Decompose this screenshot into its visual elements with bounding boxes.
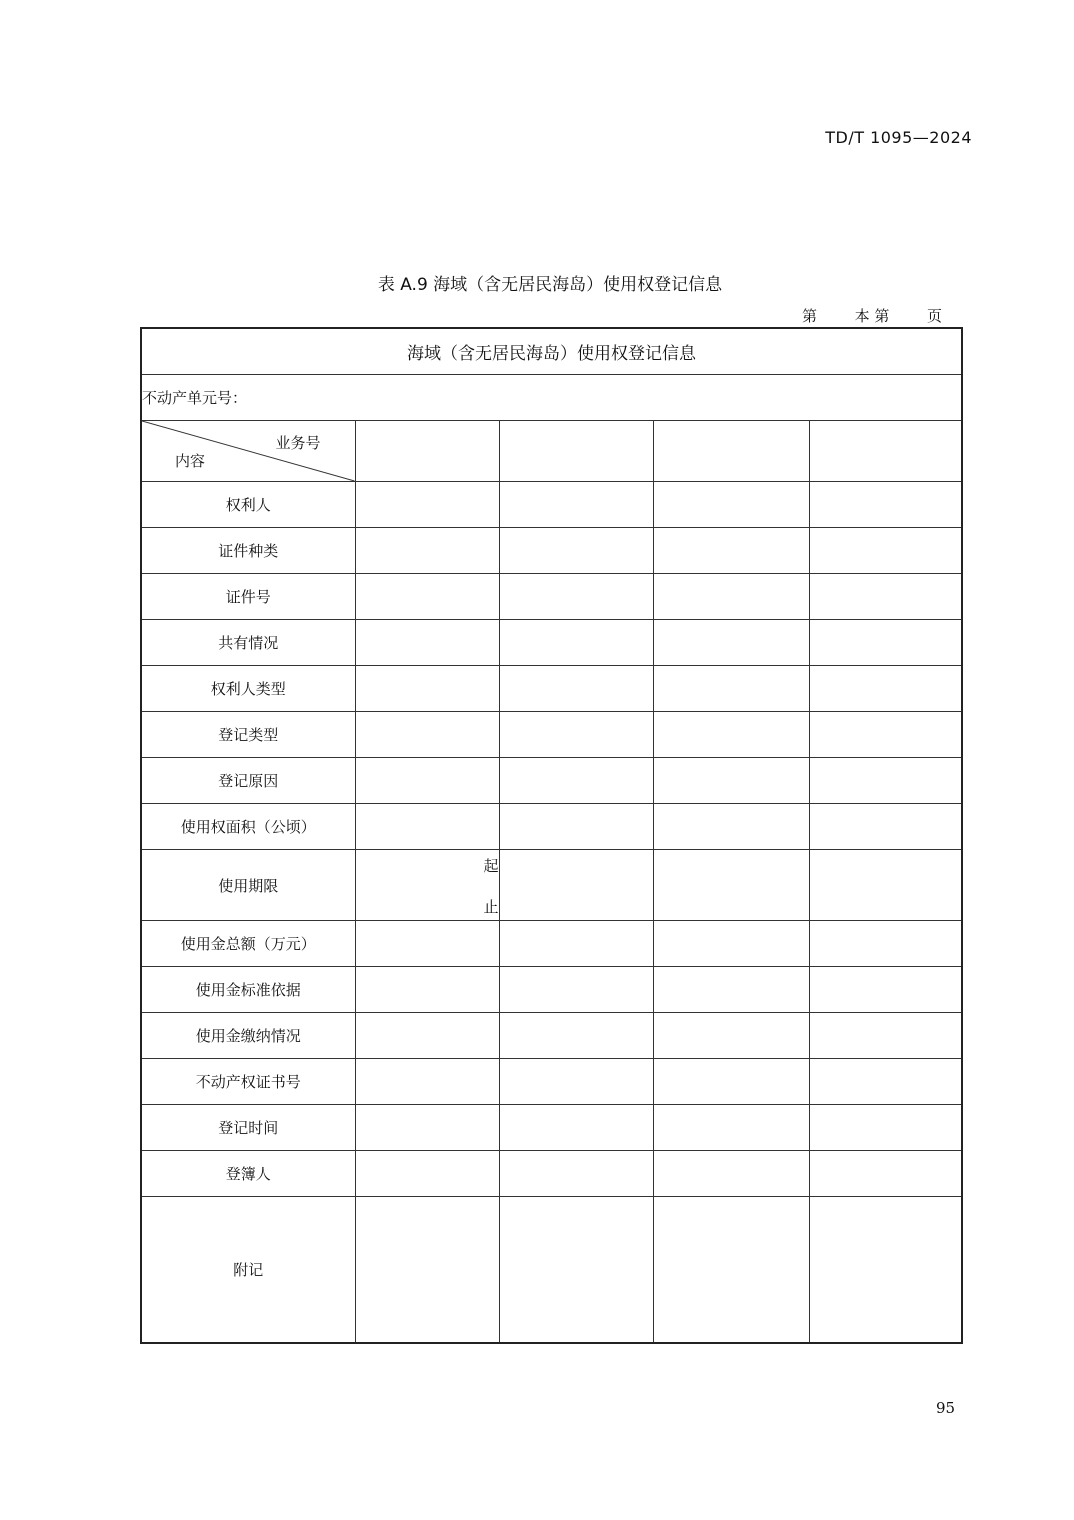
table-cell[interactable] [355, 574, 499, 620]
table-cell[interactable] [355, 1059, 499, 1105]
business-column-4[interactable] [809, 421, 962, 482]
table-cell[interactable] [653, 758, 809, 804]
page-index [802, 305, 942, 326]
page-index-volume: 本 第 [854, 307, 890, 325]
table-cell[interactable] [499, 528, 653, 574]
table-cell[interactable] [653, 666, 809, 712]
row-label-registration-time: 登记时间 [141, 1105, 355, 1151]
table-cell[interactable] [355, 967, 499, 1013]
table-cell[interactable] [653, 1151, 809, 1197]
table-cell[interactable] [653, 1197, 809, 1344]
business-column-2[interactable] [499, 421, 653, 482]
row-label-use-term: 使用期限 [141, 850, 355, 921]
diagonal-line [142, 421, 355, 481]
table-row [141, 1013, 962, 1059]
table-banner: 海域（含无居民海岛）使用权登记信息 [141, 328, 962, 375]
table-cell[interactable] [809, 482, 962, 528]
diagonal-header-cell [141, 421, 355, 482]
table-row [141, 967, 962, 1013]
table-cell[interactable] [355, 666, 499, 712]
table-cell[interactable] [499, 482, 653, 528]
table-row [141, 850, 962, 921]
table-cell[interactable] [809, 712, 962, 758]
table-row [141, 482, 962, 528]
row-label-registration-reason: 登记原因 [141, 758, 355, 804]
table-cell[interactable] [653, 712, 809, 758]
table-cell[interactable] [653, 574, 809, 620]
table-cell[interactable] [355, 1013, 499, 1059]
table-cell[interactable] [355, 482, 499, 528]
term-end-label: 止 [483, 898, 499, 916]
table-cell[interactable] [499, 921, 653, 967]
table-cell[interactable] [809, 620, 962, 666]
row-label-id-type: 证件种类 [141, 528, 355, 574]
table-cell[interactable] [355, 1151, 499, 1197]
table-cell[interactable] [809, 1197, 962, 1344]
table-cell[interactable] [499, 1105, 653, 1151]
table-cell[interactable] [809, 574, 962, 620]
business-column-3[interactable] [653, 421, 809, 482]
page-number: 95 [936, 1399, 956, 1417]
table-row [141, 1059, 962, 1105]
row-label-registration-type: 登记类型 [141, 712, 355, 758]
row-label-certificate-number: 不动产权证书号 [141, 1059, 355, 1105]
table-cell[interactable] [499, 666, 653, 712]
table-cell[interactable] [355, 712, 499, 758]
table-row [141, 620, 962, 666]
row-label-holder-type: 权利人类型 [141, 666, 355, 712]
table-cell[interactable] [653, 921, 809, 967]
table-cell[interactable] [499, 1013, 653, 1059]
table-cell[interactable] [653, 1105, 809, 1151]
page-index-page: 页 [926, 307, 942, 325]
table-cell[interactable] [499, 620, 653, 666]
row-label-id-number: 证件号 [141, 574, 355, 620]
table-cell[interactable] [653, 1013, 809, 1059]
table-cell[interactable] [809, 804, 962, 850]
unit-number-label: 不动产单元号： [141, 375, 962, 421]
content-header: 内容 [175, 452, 206, 470]
table-cell[interactable] [499, 1151, 653, 1197]
table-cell[interactable] [653, 967, 809, 1013]
table-row [141, 528, 962, 574]
table-cell[interactable] [499, 758, 653, 804]
row-label-co-ownership: 共有情况 [141, 620, 355, 666]
table-cell[interactable] [809, 967, 962, 1013]
table-cell[interactable] [809, 528, 962, 574]
table-cell[interactable] [355, 921, 499, 967]
use-term-cell[interactable] [355, 850, 499, 921]
table-cell[interactable] [653, 1059, 809, 1105]
table-cell[interactable] [809, 850, 962, 921]
table-cell[interactable] [653, 528, 809, 574]
table-cell[interactable] [355, 528, 499, 574]
page-index-sheet: 第 [802, 307, 818, 325]
table-cell[interactable] [653, 850, 809, 921]
document-code: TD/T 1095—2024 [825, 128, 972, 147]
term-start-label: 起 [483, 857, 499, 875]
table-cell[interactable] [653, 620, 809, 666]
table-cell[interactable] [355, 758, 499, 804]
table-row [141, 758, 962, 804]
table-cell[interactable] [809, 1105, 962, 1151]
row-label-rights-holder: 权利人 [141, 482, 355, 528]
table-row [141, 712, 962, 758]
table-cell[interactable] [809, 1013, 962, 1059]
table-cell[interactable] [499, 1197, 653, 1344]
business-number-header: 业务号 [275, 434, 321, 452]
table-cell[interactable] [809, 1151, 962, 1197]
table-cell[interactable] [653, 482, 809, 528]
table-row [141, 574, 962, 620]
row-label-fee-total: 使用金总额（万元） [141, 921, 355, 967]
table-row [141, 1151, 962, 1197]
table-cell[interactable] [809, 921, 962, 967]
table-cell[interactable] [499, 712, 653, 758]
table-cell[interactable] [355, 804, 499, 850]
row-label-registrar: 登簿人 [141, 1151, 355, 1197]
row-label-fee-payment: 使用金缴纳情况 [141, 1013, 355, 1059]
table-cell[interactable] [355, 1105, 499, 1151]
row-label-use-area: 使用权面积（公顷） [141, 804, 355, 850]
business-column-1[interactable] [355, 421, 499, 482]
table-cell[interactable] [355, 1197, 499, 1344]
table-cell[interactable] [499, 574, 653, 620]
row-label-fee-basis: 使用金标准依据 [141, 967, 355, 1013]
table-cell[interactable] [499, 967, 653, 1013]
table-row [141, 921, 962, 967]
table-cell[interactable] [355, 620, 499, 666]
table-cell[interactable] [809, 666, 962, 712]
table-row [141, 1197, 962, 1344]
table-cell[interactable] [653, 804, 809, 850]
row-label-notes: 附记 [141, 1197, 355, 1344]
table-row [141, 666, 962, 712]
table-cell[interactable] [499, 804, 653, 850]
table-row [141, 1105, 962, 1151]
table-row [141, 804, 962, 850]
table-cell[interactable] [499, 850, 653, 921]
table-cell[interactable] [809, 1059, 962, 1105]
table-cell[interactable] [809, 758, 962, 804]
table-cell[interactable] [499, 1059, 653, 1105]
registration-table [140, 327, 963, 1344]
table-title: 表 A.9 海域（含无居民海岛）使用权登记信息 [377, 275, 723, 295]
